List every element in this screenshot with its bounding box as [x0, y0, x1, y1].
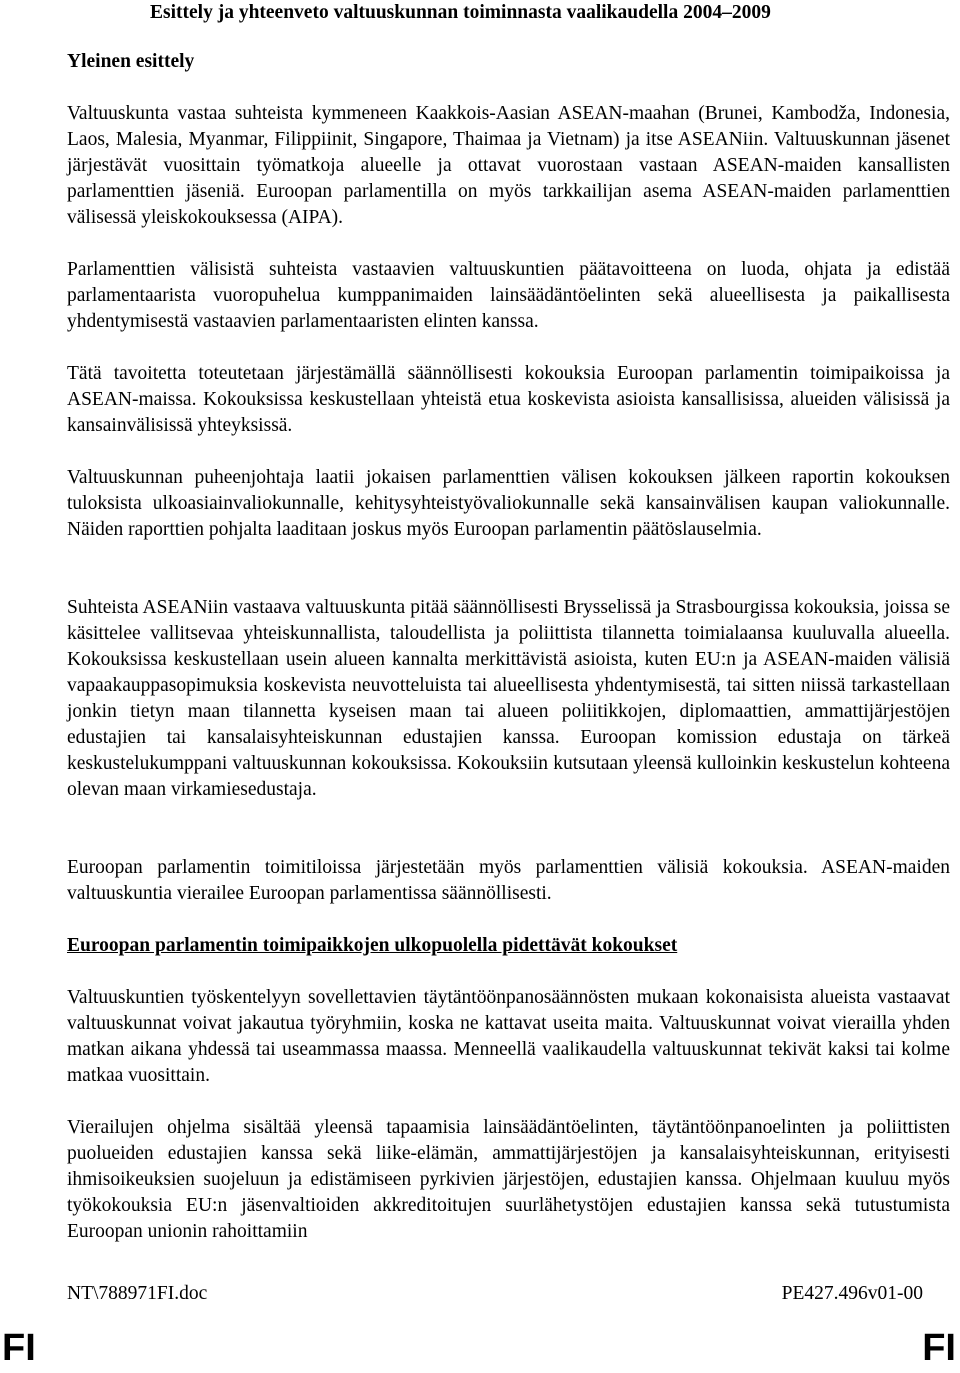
paragraph-1: Valtuuskunta vastaa suhteista kymmeneen Kaakkois-Aasian ASEAN-maahan (Brunei, Kambodža, Indonesia, Laos, Malesia, Myanmar, Filippiinit, Singapore, Thaimaa ja Vietnam) ja itse ASEANiin. Valtuuskunnan jäsenet järjestävät vuosittain työmatkoja alueelle ja ottavat vuorostaan vastaan ASEAN-maiden kansallisten parlamenttien jäseniä. Euroopan parlamentilla on myös tarkkailijan asema ASEAN-maiden parlamenttien välisessä yleiskokouksessa (AIPA). [67, 103, 950, 228]
footer-document-reference: NT\788971FI.doc [67, 1283, 208, 1304]
paragraph-5: Suhteista ASEANiin vastaava valtuuskunta pitää säännöllisesti Brysselissä ja Strasbourgissa kokouksia, joissa se käsittelee vallitsevaa yhteiskunnallista, taloudellista ja poliittista tilannetta toimialaansa kuuluvalla alueella. Kokouksissa keskustellaan usein alueen kannalta merkittävistä asioista, kuten EU:n ja ASEAN-maiden välisiä vapaakauppasopimuksia koskevista neuvotteluista tai alueellisesta yhdentymisestä, tai sitten niissä tarkastellaan jonkin tietyn maan tilannetta kyseisen maan tai alueen poliitikkojen, diplomaattien, ammattijärjestöjen edustajien tai kansalaisyhteiskunnan edustajien kanssa. Euroopan komission edustaja on tärkeä keskustelukumppani valtuuskunnan kokouksissa. Kokouksiin kutsutaan yleensä kulloinkin keskustelun kohteena olevan maan virkamiesedustaja. [67, 597, 950, 800]
paragraph-7: Valtuuskuntien työskentelyyn sovellettavien täytäntöönpanosäännösten mukaan kokonaisista alueista vastaavat valtuuskunnat voivat jakautua työryhmiin, koska ne kattavat useita maita. Valtuuskunnat voivat vierailla yhden matkan aikana yhdessä tai useammassa maassa. Menneellä vaalikaudella valtuuskunnat tekivät kaksi tai kolme matkaa vuosittain. [67, 987, 950, 1086]
paragraph-4: Valtuuskunnan puheenjohtaja laatii jokaisen parlamenttien välisen kokouksen jälkeen raportin kokouksen tuloksista ulkoasiainvaliokunnalle, kehitysyhteistyövaliokunnalle sekä kansainvälisen kaupan valiokunnalle. Näiden raporttien pohjalta laaditaan joskus myös Euroopan parlamentin päätöslauselmia. [67, 467, 950, 540]
footer-pe-number: PE427.496v01-00 [781, 1283, 923, 1304]
section-heading: Yleinen esittely [67, 51, 195, 72]
paragraph-6: Euroopan parlamentin toimitiloissa järjestetään myös parlamenttien välisiä kokouksia. ASEAN-maiden valtuuskuntia vierailee Euroopan parlamentissa säännöllisesti. [67, 857, 950, 904]
document-title: Esittely ja yhteenveto valtuuskunnan toiminnasta vaalikaudella 2004–2009 [150, 2, 771, 23]
subheading: Euroopan parlamentin toimipaikkojen ulkopuolella pidettävät kokoukset [67, 935, 678, 956]
paragraph-3: Tätä tavoitetta toteutetaan järjestämällä säännöllisesti kokouksia Euroopan parlamentin toimipaikoissa ja ASEAN-maissa. Kokouksissa keskustellaan yhteistä etua koskevista asioista kansallisissa, alueiden välisissä ja kansainvälisissä yhteyksissä. [67, 363, 950, 436]
paragraph-2: Parlamenttien välisistä suhteista vastaavien valtuuskuntien päätavoitteena on luoda, ohjata ja edistää parlamentaarista vuoropuhelua kumppanimaiden lainsäädäntöelinten sekä alueellisesta ja paikallisesta yhdentymisestä vastaavien parlamentaaristen elinten kanssa. [67, 259, 950, 332]
language-code-right: FI [922, 1327, 956, 1369]
language-code-left: FI [2, 1327, 36, 1369]
paragraph-8: Vierailujen ohjelma sisältää yleensä tapaamisia lainsäädäntöelinten, täytäntöönpanoelinten ja poliittisten puolueiden edustajien kanssa sekä liike-elämän, ammattijärjestöjen ja kansalaisyhteiskunnan, erityisesti ihmisoikeuksien suojeluun ja edistämiseen pyrkivien järjestöjen, edustajien kanssa. Ohjelmaan kuuluu myös työkokouksia EU:n jäsenvaltioiden akkreditoitujen suurlähetystöjen edustajien kanssa sekä tutustumista Euroopan unionin rahoittamiin [67, 1117, 950, 1242]
